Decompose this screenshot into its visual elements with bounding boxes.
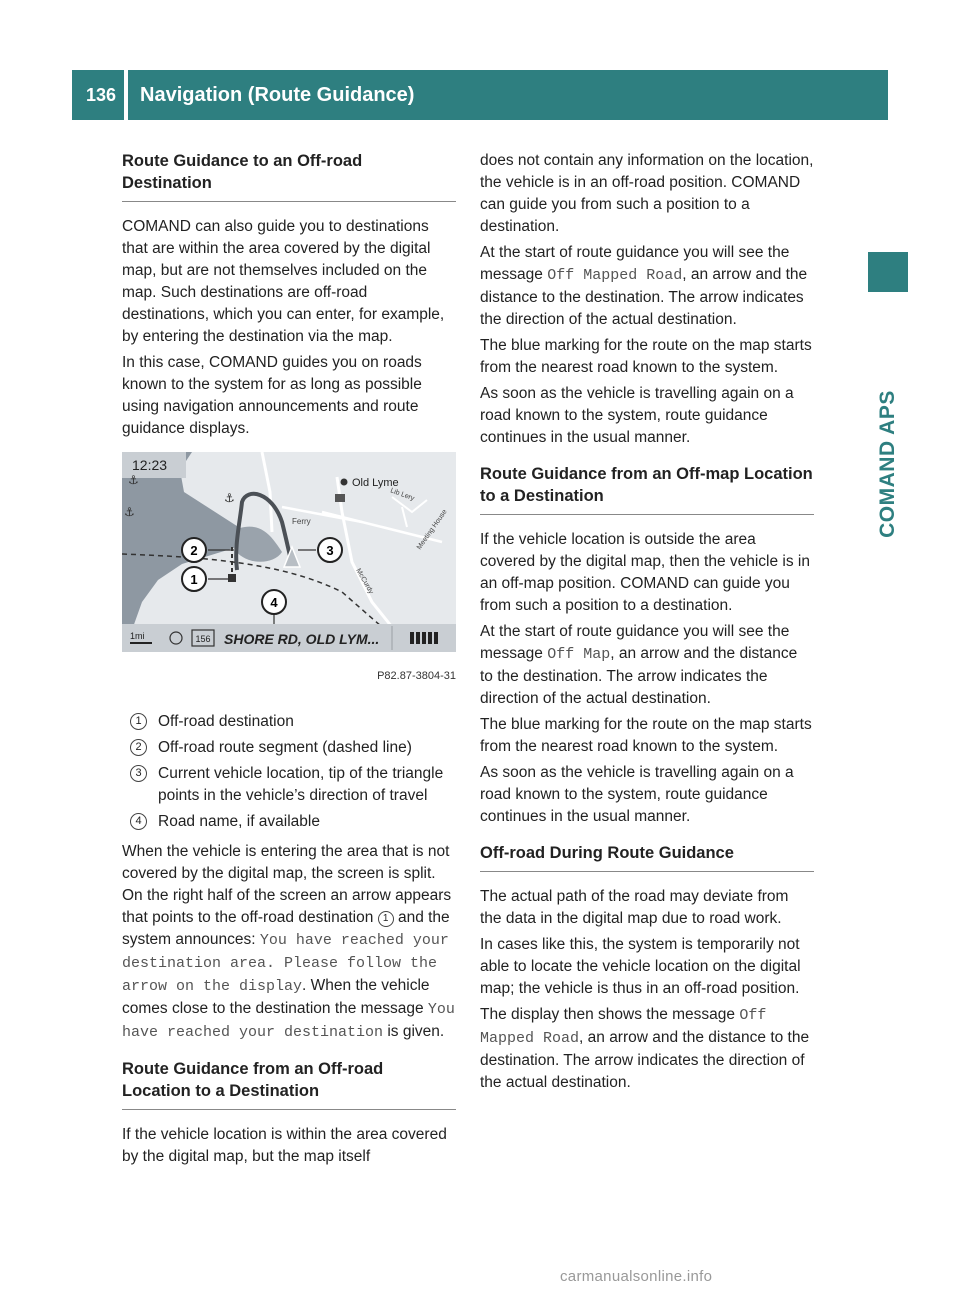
left-column (122, 150, 456, 1172)
current-road-name: SHORE RD, OLD LYM... (224, 631, 380, 647)
legend-item: 1 Off-road destination (122, 711, 456, 733)
road-label: Ferry (292, 517, 311, 526)
svg-text:3: 3 (326, 543, 334, 558)
paragraph: The blue marking for the route on the map starts from the nearest road known to the system. (480, 337, 812, 376)
anchor-icon: ⚓ (124, 505, 135, 519)
paragraph: The blue marking for the route on the map starts from the nearest road known to the system. (480, 716, 812, 755)
paragraph: If the vehicle location is within the area covered by the digital map, but the map itself (122, 1126, 447, 1165)
town-label: Old Lyme (352, 477, 399, 489)
paragraph: As soon as the vehicle is travelling again on a road known to the system, route guidance continues in the usual manner. (480, 764, 794, 825)
system-message: You have reached your destination (122, 1001, 455, 1041)
road-label: McCurdy (354, 567, 375, 596)
navigation-map-figure (122, 452, 456, 687)
section-tab-marker (868, 252, 908, 292)
clock-time: 12:23 (132, 457, 168, 473)
paragraph: COMAND can also guide you to destinations that are within the area covered by the digital map, but are not themselves included on the map. Such destinations are off-road destinations, which you can enter, for example, by entering the destination via the map. (122, 218, 445, 345)
paragraph: does not contain any information on the location, the vehicle is in an off-road position. COMAND can guide you from such a position to a destination. (480, 152, 814, 235)
paragraph: The display then shows the message Off Mapped Road, an arrow and the distance to the destination. The arrow indicates the direction of the actual destination. (480, 1006, 810, 1091)
paragraph: In cases like this, the system is temporarily not able to locate the vehicle location on the digital map; the vehicle is thus in an off-road position. (480, 936, 801, 997)
svg-text:4: 4 (270, 595, 278, 610)
watermark: carmanualsonline.info (560, 1268, 713, 1285)
paragraph: The actual path of the road may deviate from the data in the digital map due to road work. (480, 888, 789, 927)
legend-item: 4 Road name, if available (122, 811, 456, 833)
paragraph: At the start of route guidance you will see the message Off Mapped Road, an arrow and the distance to the destination. The arrow indicates the direction of the actual destination. (480, 244, 808, 328)
svg-text:2: 2 (190, 543, 198, 558)
legend-item: 3 Current vehicle location, tip of the triangle points in the vehicle’s direction of travel (122, 763, 456, 807)
road-label: Meeting House (415, 508, 449, 552)
system-message: Off Mapped Road (480, 1007, 767, 1047)
page-header-title: Navigation (Route Guidance) (128, 70, 888, 120)
callout-ref-1: 1 (378, 911, 394, 927)
paragraph: At the start of route guidance you will see the message Off Map, an arrow and the distance to the destination. The arrow indicates the direction of the actual destination. (480, 623, 798, 707)
section-tab (864, 304, 912, 644)
destination-flag-icon (228, 574, 236, 582)
navigation-map-screen (122, 452, 456, 652)
heading-offroad-destination: Route Guidance to an Off-road Destination (122, 150, 456, 202)
paragraph: If the vehicle location is outside the area covered by the digital map, then the vehicle is in an off-map position. COMAND can guide you from such a position to a destination. (480, 531, 810, 614)
system-message: Off Map (547, 646, 611, 663)
system-message: Off Mapped Road (547, 267, 683, 284)
town-marker-icon (341, 479, 348, 486)
page-number: 136 (72, 70, 124, 120)
paragraph: As soon as the vehicle is travelling again on a road known to the system, route guidance continues in the usual manner. (480, 385, 794, 446)
system-message: You have reached your destination area. Please follow the arrow on the display (122, 932, 449, 995)
heading-offroad-during-guidance: Off-road During Route Guidance (480, 842, 814, 872)
figure-caption: P82.87-3804-31 (377, 670, 456, 682)
anchor-icon: ⚓ (224, 491, 235, 505)
legend-item: 2 Off-road route segment (dashed line) (122, 737, 456, 759)
section-tab-label: COMAND APS (876, 390, 899, 538)
route-number: 156 (195, 634, 211, 644)
heading-offmap-location: Route Guidance from an Off-map Location to a Destination (480, 463, 814, 515)
paragraph: In this case, COMAND guides you on roads known to the system for as long as possible using navigation announcements and route guidance displays. (122, 354, 422, 437)
road-label: Lib Lery (389, 487, 416, 503)
heading-offroad-location: Route Guidance from an Off-road Location to a Destination (122, 1058, 456, 1110)
svg-text:1: 1 (190, 572, 198, 587)
right-column (480, 150, 814, 1098)
map-scale: 1mi (130, 631, 145, 641)
paragraph-split-screen: When the vehicle is entering the area that is not covered by the digital map, the screen is split. On the right half of the screen an arrow appears that points to the off-road destination 1 and the system announces: You have reached your destination area. Please follow the arrow on the display. When the vehicle comes close to the destination the message You have reached your destination is given. (122, 843, 455, 1041)
anchor-icon: ⚓ (128, 473, 139, 487)
